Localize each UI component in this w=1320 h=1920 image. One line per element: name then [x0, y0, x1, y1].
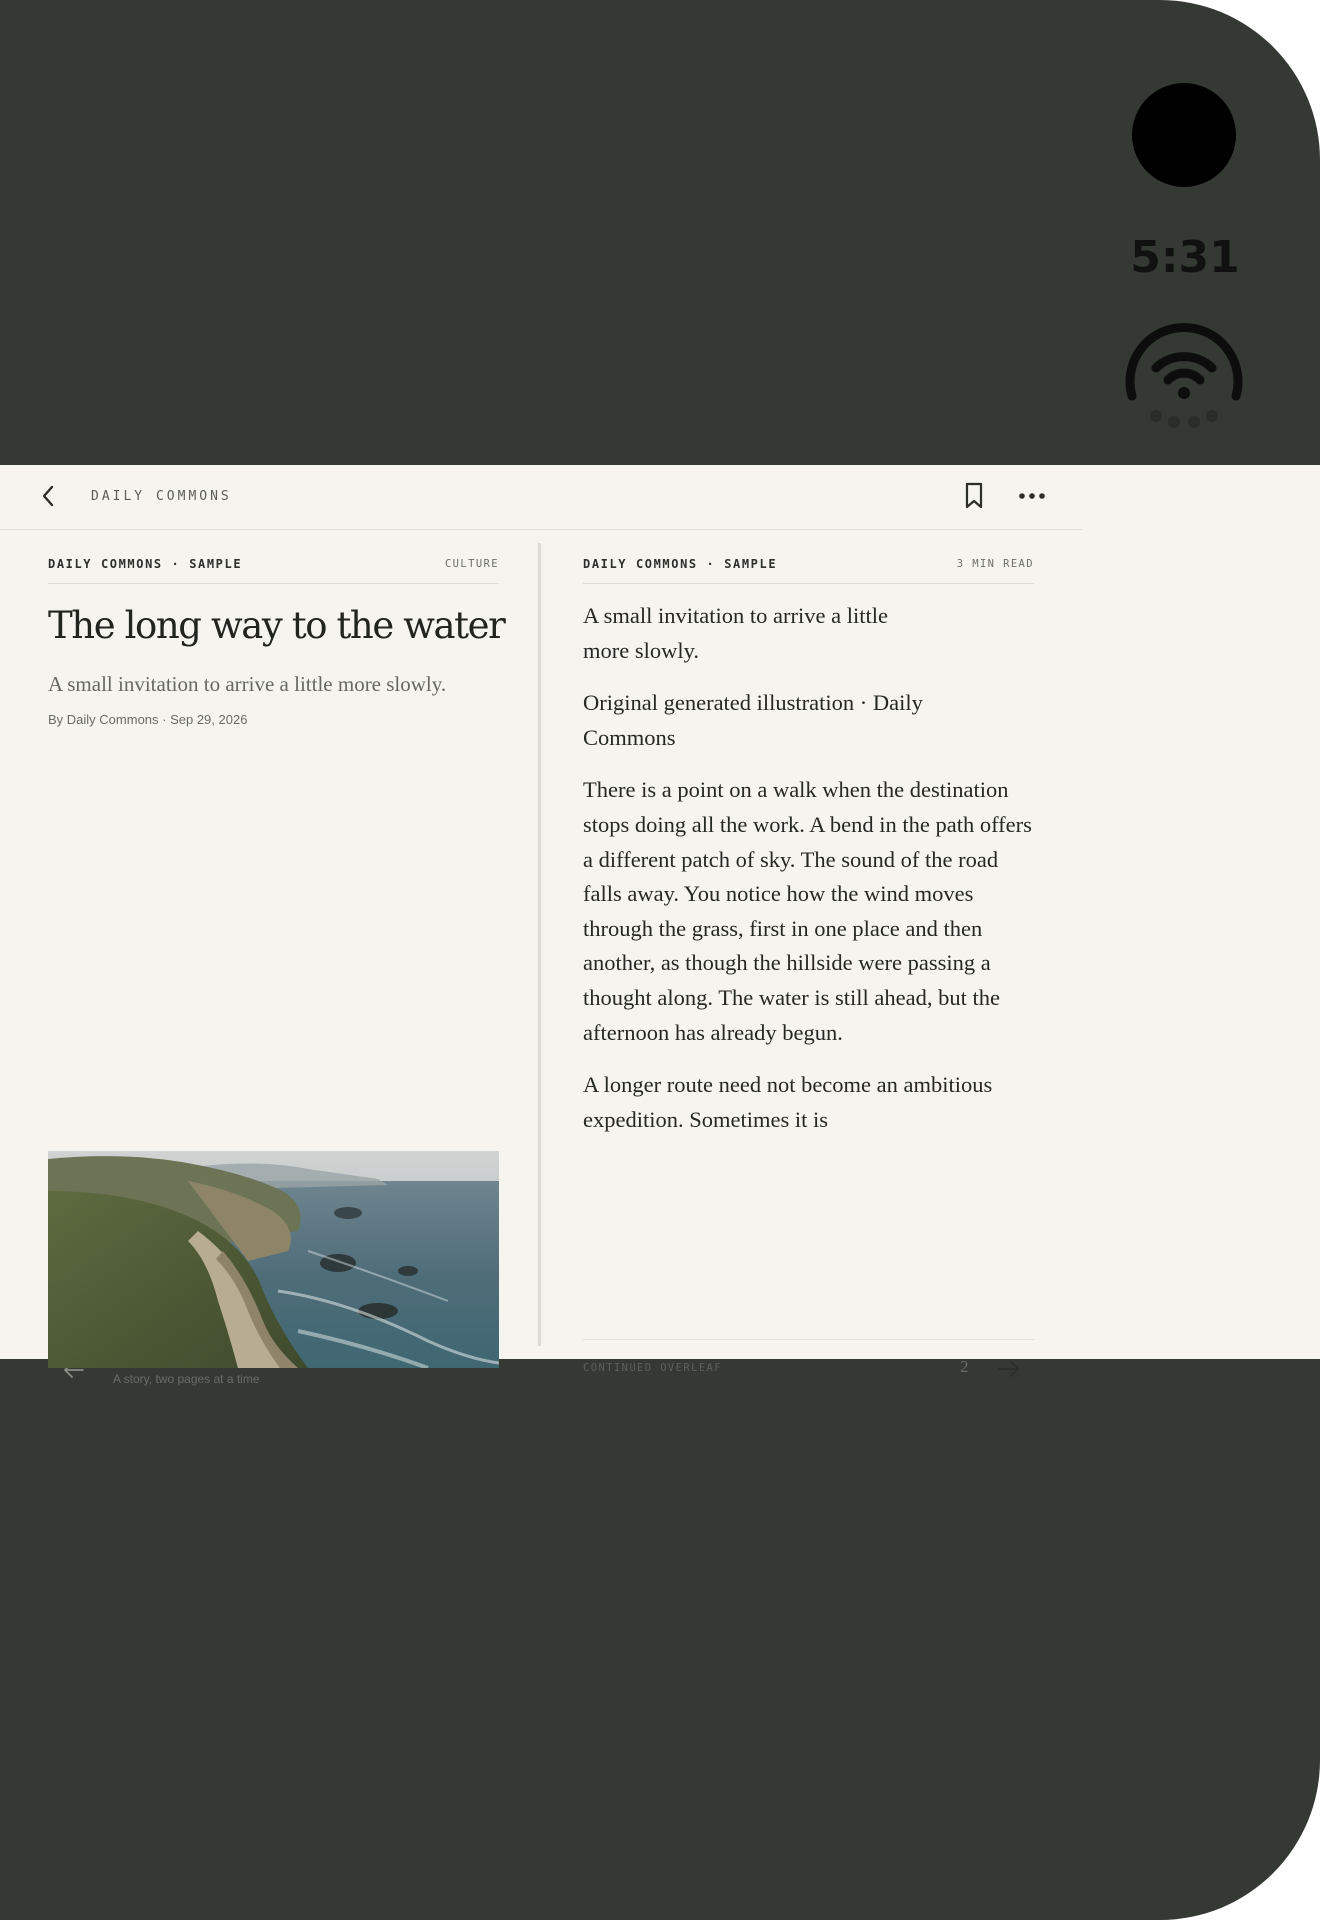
article-photo [48, 1151, 499, 1368]
wifi-icon [1122, 308, 1246, 432]
page-range-subtitle: A story, two pages at a time [113, 1372, 260, 1386]
section-label: CULTURE [444, 558, 499, 570]
article-body [583, 599, 1038, 1155]
article-byline: By Daily Commons · Sep 29, 2026 [48, 712, 248, 727]
body-paragraph: A longer route need not become an ambitious expedition. Sometimes it is [583, 1072, 993, 1132]
top-bar [0, 465, 1082, 530]
bookmark-button[interactable] [961, 480, 987, 512]
right-footer [583, 1339, 1034, 1400]
status-clock: 5:31 [1130, 232, 1240, 283]
app-title: DAILY COMMONS [91, 489, 232, 504]
chevron-left-icon [34, 481, 64, 511]
arrow-right-icon [996, 1356, 1022, 1382]
next-page-button[interactable] [996, 1356, 1022, 1382]
more-horizontal-icon [1017, 485, 1047, 507]
page-number: 2 [960, 1357, 969, 1376]
publication-label: DAILY COMMONS · SAMPLE [583, 557, 778, 571]
article-headline: The long way to the water [48, 604, 505, 647]
body-paragraph: There is a point on a walk when the destination stops doing all the work. A bend in the path offers a different patch of sky. The sound of the road falls away. You notice how the wind moves through the grass, first in one place and then another, as though the hillside were passing a thought along. The water is still ahead, but the afternoon has already begun. [583, 777, 1032, 1045]
more-options-button[interactable] [1017, 485, 1047, 507]
body-paragraph: A small invitation to arrive a little more slowly. [583, 603, 888, 663]
article-dek: A small invitation to arrive a little more slowly. [48, 672, 447, 696]
read-time-label: 3 MIN READ [956, 558, 1034, 570]
right-meta-row [583, 557, 1034, 584]
back-button[interactable] [34, 481, 64, 511]
bookmark-icon [961, 480, 987, 512]
page-spine [538, 543, 541, 1346]
front-camera [1132, 83, 1236, 187]
left-meta-row [48, 557, 499, 584]
body-paragraph: Original generated illustration · Daily Commons [583, 690, 923, 750]
publication-label: DAILY COMMONS · SAMPLE [48, 557, 243, 571]
continued-label: CONTINUED OVERLEAF [583, 1362, 722, 1374]
reader-screen [0, 465, 1320, 1386]
